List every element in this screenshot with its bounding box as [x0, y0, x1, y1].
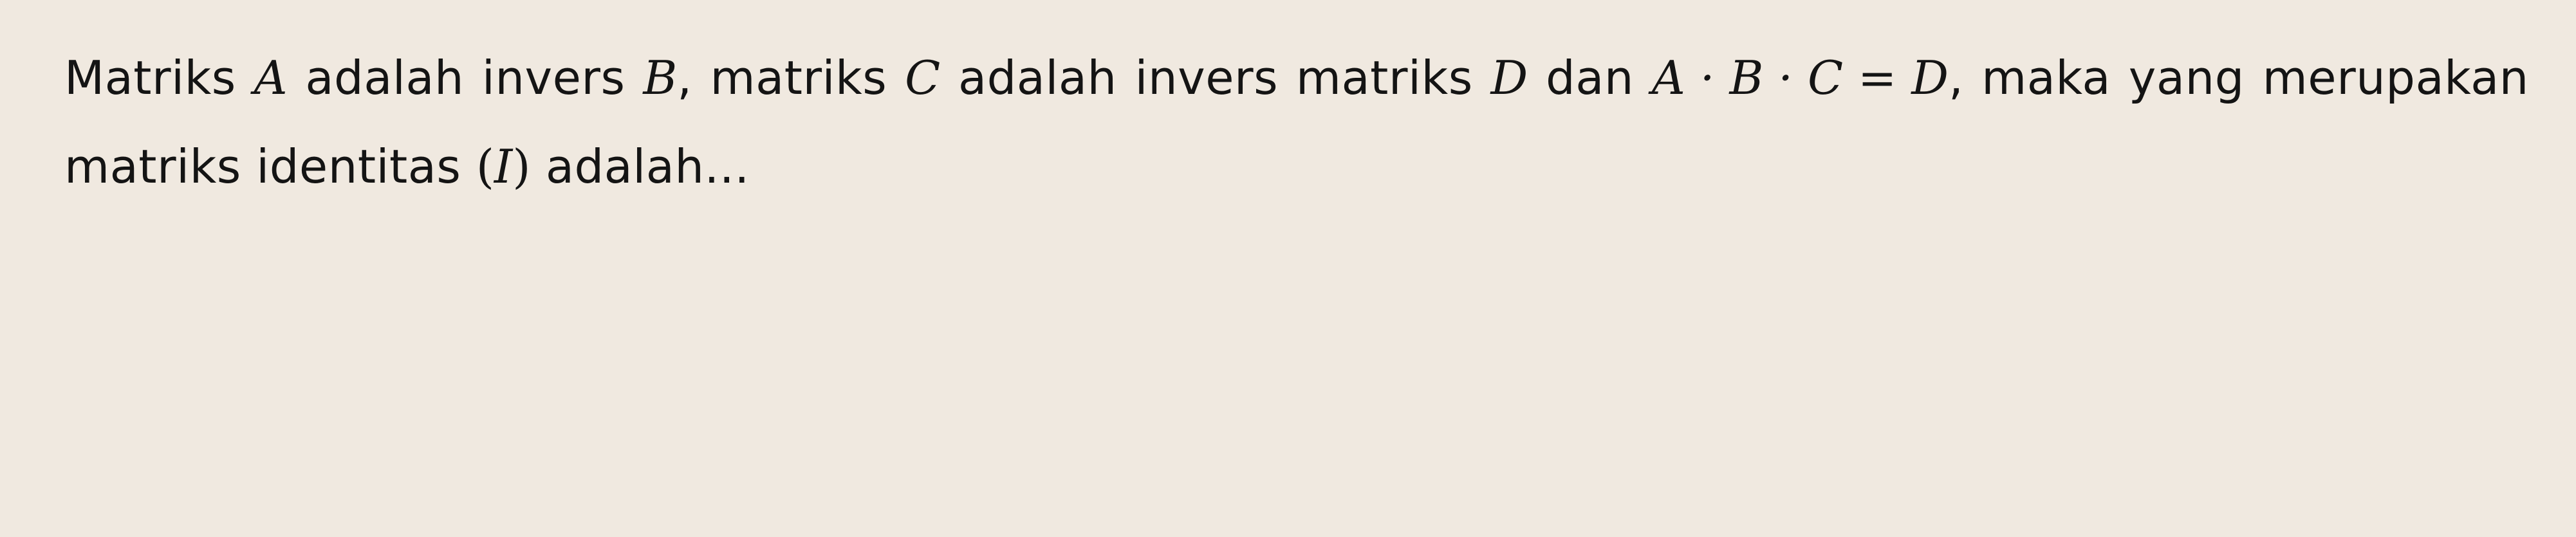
text-matriks-identitas: matriks identitas: [64, 140, 476, 194]
question-line-1: [64, 33, 2529, 122]
word-dan: dan: [1546, 51, 1635, 105]
word-invers: invers: [1135, 51, 1279, 105]
word-maka: maka: [1981, 51, 2111, 105]
text-adalah: adalah...: [530, 140, 750, 194]
word-matriks: matriks: [1295, 51, 1473, 105]
equation-group: [1652, 33, 1964, 122]
variable-i: I: [494, 140, 513, 194]
comma: ,: [1948, 51, 1964, 105]
word-invers: invers: [481, 51, 625, 105]
equation-abc-equals-d: A · B · C = D: [1651, 51, 1949, 105]
word-adalah: adalah: [958, 51, 1117, 105]
variable-c: C: [905, 51, 941, 105]
word-adalah: adalah: [305, 51, 465, 105]
variable-a: A: [254, 51, 288, 105]
question-line-2: [64, 122, 2529, 211]
comma: ,: [677, 51, 692, 105]
paren-close: ): [512, 140, 531, 194]
word-matriks: Matriks: [64, 51, 236, 105]
variable-b: B: [643, 51, 678, 105]
word-matriks: matriks: [710, 51, 887, 105]
variable-b-group: [643, 33, 692, 122]
paren-open: (: [476, 140, 494, 194]
variable-d: D: [1490, 51, 1528, 105]
question-text: [64, 33, 2529, 211]
word-merupakan: merupakan: [2262, 51, 2529, 105]
word-yang: yang: [2128, 51, 2245, 105]
